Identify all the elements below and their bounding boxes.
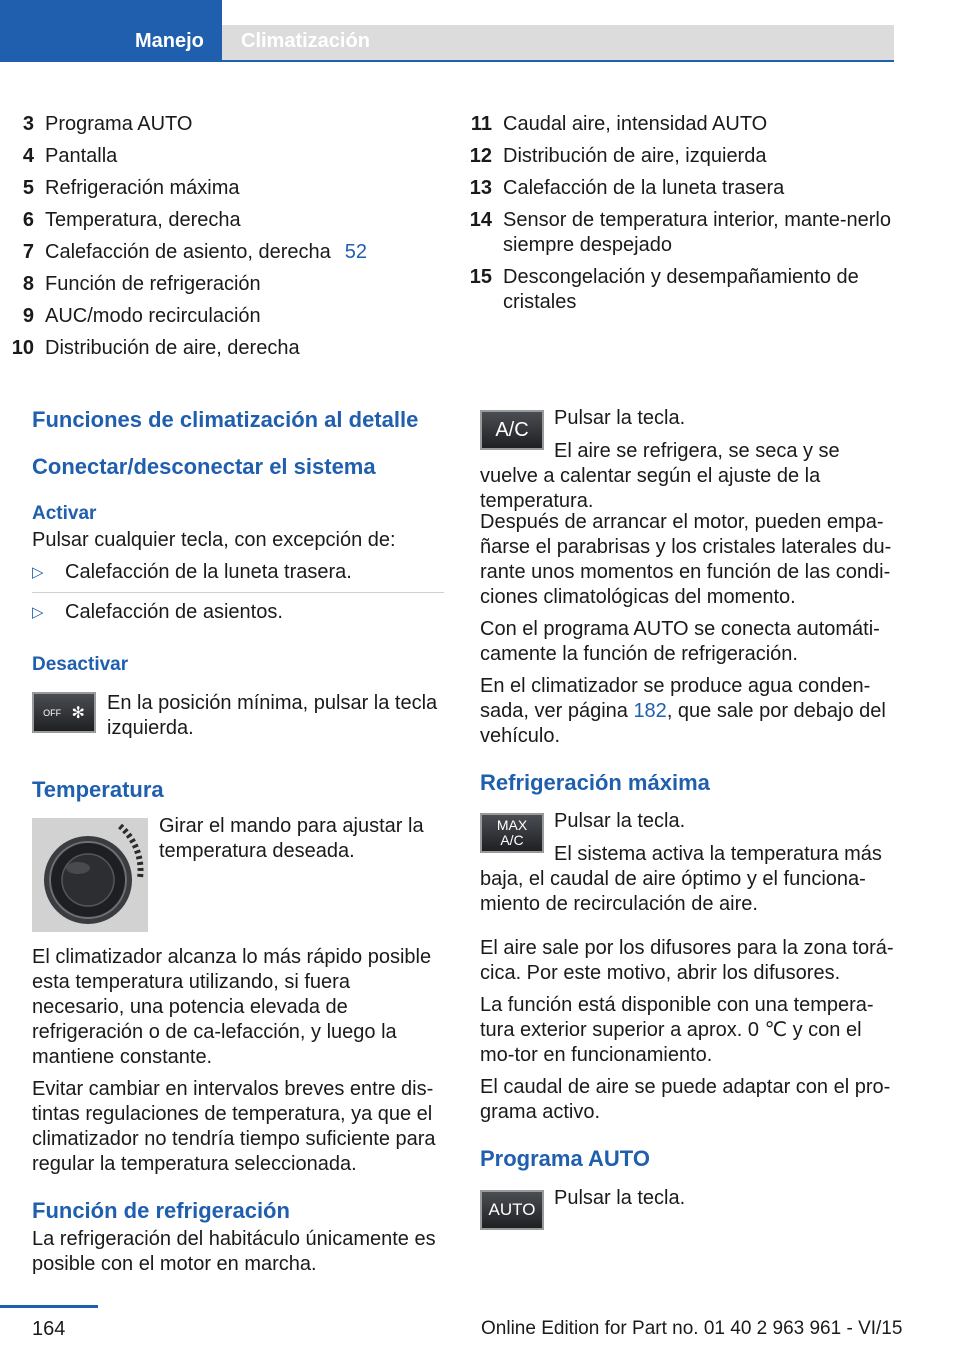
item-text: Distribución de aire, izquierda — [503, 145, 767, 167]
triangle-bullet-icon: ▷ — [32, 604, 44, 621]
max-key-label-ac: A/C — [500, 832, 524, 848]
header-chapter-label: Climatización — [241, 30, 370, 52]
list-item — [458, 112, 898, 137]
item-text: Calefacción de la luneta trasera — [503, 177, 785, 199]
footer-rule — [0, 1305, 98, 1308]
list-item — [0, 208, 430, 233]
header-rule — [0, 60, 894, 62]
list-item — [0, 272, 430, 297]
item-text: Calefacción de asiento, derecha — [45, 241, 331, 263]
subsection-heading-max-cooling: Refrigeración máxima — [480, 770, 710, 795]
item-text: Refrigeración máxima — [45, 177, 240, 199]
left-column — [32, 407, 444, 625]
page-reference-link[interactable]: 182 — [633, 700, 667, 722]
list-item — [0, 176, 430, 201]
ac-paragraph: Después de arrancar el motor, pueden empa-ñarse el parabrisas y los cristales laterales du-rante unos momentos en función de las condi-ciones climatológicas del momento. — [480, 511, 892, 608]
item-text: Descongelación y desempañamiento de cristales — [503, 266, 859, 313]
fan-icon: ✻ — [71, 704, 85, 722]
item-number: 8 — [22, 273, 34, 295]
activate-text: Pulsar cualquier tecla, con excepción de: — [32, 529, 396, 551]
subheading-activate: Activar — [32, 503, 97, 524]
ac-paragraph-condensate — [480, 674, 894, 749]
ac-paragraphs — [480, 510, 894, 796]
max-paragraph: La función está disponible con una tempera-tura exterior superior a aprox. 0 ℃ y con el mo-tor en funcionamiento. — [480, 994, 874, 1066]
item-number: 6 — [22, 209, 34, 231]
ac-press-text: Pulsar la tecla. — [554, 407, 686, 429]
triangle-bullet-icon: ▷ — [32, 564, 44, 581]
legend-list-left — [0, 112, 430, 368]
item-number: 15 — [469, 266, 492, 288]
edition-note: Online Edition for Part no. 01 40 2 963 961 - VI/15 — [481, 1318, 903, 1339]
temperature-knob-image — [32, 818, 148, 932]
header-section-label: Manejo — [135, 30, 204, 52]
deactivate-text: En la posición mínima, pulsar la tecla izquierda. — [107, 692, 438, 739]
rotary-knob-icon — [32, 818, 148, 932]
condensate-text: En el climatizador se produce agua conden-sada, ver página — [480, 675, 871, 722]
fan-off-key-image — [32, 692, 96, 733]
cooling-text: La refrigeración del habitáculo únicamente es posible con el motor en marcha. — [32, 1228, 436, 1275]
item-number: 4 — [22, 145, 34, 167]
max-press-text: Pulsar la tecla. — [554, 810, 686, 832]
item-text: Función de refrigeración — [45, 273, 261, 295]
item-number: 13 — [469, 177, 492, 199]
item-text: Sensor de temperatura interior, mante-nerlo siempre despejado — [503, 209, 891, 256]
bullet-item — [32, 600, 444, 625]
auto-key-image — [480, 1190, 544, 1230]
subsection-heading-temperature: Temperatura — [32, 777, 164, 802]
temperature-knob-text: Girar el mando para ajustar la temperatura deseada. — [159, 815, 424, 862]
item-number: 11 — [470, 113, 492, 135]
item-number: 10 — [11, 337, 34, 359]
page-number: 164 — [32, 1318, 66, 1340]
bullet-item — [32, 560, 444, 585]
auto-key-label: AUTO — [488, 1200, 536, 1219]
max-paragraph: El aire sale por los difusores para la zona torá-cica. Por este motivo, abrir los difusores. — [480, 937, 894, 984]
page-reference-link[interactable]: 52 — [344, 241, 367, 263]
temperature-paragraph: Evitar cambiar en intervalos breves entre dis-tintas regulaciones de temperatura, ya que el climatizador no tendría tiempo suficiente para regular la temperatura seleccionada. — [32, 1078, 436, 1175]
item-number: 5 — [22, 177, 34, 199]
subsection-heading-system: Conectar/desconectar el sistema — [32, 454, 376, 479]
max-paragraphs — [480, 936, 894, 1172]
condensate-text: , que sale por debajo del vehículo. — [480, 700, 886, 747]
item-number: 14 — [469, 209, 492, 231]
item-text: AUC/modo recirculación — [45, 305, 261, 327]
temperature-paragraph: El climatizador alcanza lo más rápido posible esta temperatura utilizando, si fuera necesario, una potencia elevada de refrigeración o de ca-lefacción, y luego la mantiene constante. — [32, 946, 432, 1068]
legend-list-right — [458, 112, 898, 322]
subsection-heading-cooling: Función de refrigeración — [32, 1198, 290, 1223]
list-item — [0, 336, 430, 361]
item-text: Caudal aire, intensidad AUTO — [503, 113, 768, 135]
bullet-divider — [32, 592, 444, 593]
list-item — [0, 112, 430, 137]
item-text: Temperatura, derecha — [45, 209, 241, 231]
item-text: Programa AUTO — [45, 113, 193, 135]
list-item — [458, 144, 898, 169]
bullet-text: Calefacción de la luneta trasera. — [65, 561, 352, 583]
subsection-heading-auto: Programa AUTO — [480, 1146, 650, 1171]
item-number: 12 — [469, 145, 492, 167]
item-number: 9 — [22, 305, 34, 327]
list-item — [0, 144, 430, 169]
auto-press-text: Pulsar la tecla. — [554, 1187, 686, 1209]
max-effect-text: El sistema activa la temperatura más baja, el caudal de aire óptimo y el funciona-miento de recirculación de aire. — [480, 843, 882, 915]
list-item — [458, 265, 898, 315]
max-paragraph: El caudal de aire se puede adaptar con el pro-grama activo. — [480, 1076, 891, 1123]
ac-key-label: A/C — [495, 418, 529, 441]
list-item — [0, 240, 430, 265]
list-item — [458, 208, 898, 258]
item-text: Pantalla — [45, 145, 118, 167]
max-key-label: MAX — [496, 817, 528, 833]
item-number: 3 — [22, 113, 34, 135]
list-item — [458, 176, 898, 201]
bullet-text: Calefacción de asientos. — [65, 601, 283, 623]
temperature-paragraphs — [32, 945, 444, 1277]
off-key-label: OFF — [43, 707, 62, 718]
item-number: 7 — [22, 241, 34, 263]
ac-effect-text: El aire se refrigera, se seca y se vuelve a calentar según el ajuste de la temperatura. — [480, 440, 840, 512]
ac-paragraph: Con el programa AUTO se conecta automáti-camente la función de refrigeración. — [480, 618, 880, 665]
item-text: Distribución de aire, derecha — [45, 337, 300, 359]
subheading-deactivate: Desactivar — [32, 654, 129, 675]
section-heading: Funciones de climatización al detalle — [32, 407, 419, 432]
list-item — [0, 304, 430, 329]
